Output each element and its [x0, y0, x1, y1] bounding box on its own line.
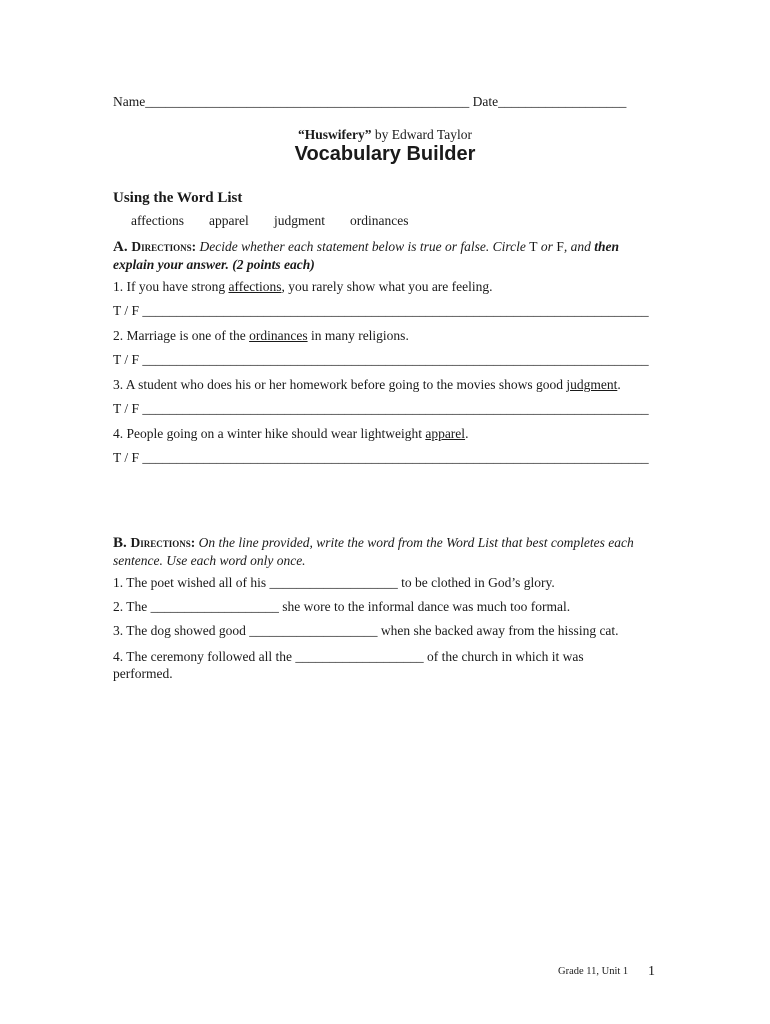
word-list-item: judgment [274, 213, 325, 228]
true-false-choice[interactable]: T / F [113, 352, 143, 367]
page-title: Vocabulary Builder [294, 143, 476, 165]
vocab-word: judgment [566, 377, 618, 392]
section-a-item: 4. People going on a winter hike should wear lightweight apparel. [113, 426, 469, 441]
name-date-line [113, 94, 626, 110]
instruction-or: or [537, 239, 557, 254]
word-list-item: apparel [209, 213, 249, 228]
answer-field[interactable]: ___________________________________________________________________________ [142, 352, 649, 367]
section-a-instruction: Decide whether each statement below is true or false. Circle [196, 239, 530, 254]
instruction-explain: explain your answer. (2 points each) [113, 257, 315, 272]
footer-grade-unit: Grade 11, Unit 1 [558, 966, 629, 977]
section-a-directions [113, 238, 658, 273]
answer-line[interactable] [113, 450, 649, 466]
fill-in-blank[interactable]: ___________________ [249, 623, 378, 638]
section-b-directions [113, 534, 653, 569]
section-a-item: 1. If you have strong affections, you rarely show what you are feeling. [113, 279, 493, 294]
vocab-word: apparel [425, 426, 466, 441]
section-b-item: 1. The poet wished all of his ___________________ to be clothed in God’s glory. [113, 575, 555, 590]
fill-in-blank[interactable]: ___________________ [150, 599, 279, 614]
word-list-item: affections [131, 213, 184, 228]
vocab-word: affections [228, 279, 282, 294]
section-b-item: 2. The ___________________ she wore to the informal dance was much too formal. [113, 599, 571, 614]
answer-field[interactable]: ___________________________________________________________________________ [142, 401, 649, 416]
fill-in-blank[interactable]: ___________________ [295, 649, 424, 664]
work-title: “Huswifery” [298, 127, 372, 142]
answer-field[interactable]: ___________________________________________________________________________ [142, 450, 649, 465]
instruction-then: then [594, 239, 619, 254]
section-a-letter: A. [113, 239, 132, 255]
section-a-item: 3. A student who does his or her homework before going to the movies shows good judgment. [113, 377, 621, 392]
page-number: 1 [648, 964, 655, 979]
true-false-choice[interactable]: T / F [113, 401, 143, 416]
word-list-item: ordinances [350, 213, 409, 228]
date-label: Date [472, 94, 499, 109]
section-a-directions-label: Directions: [131, 239, 197, 254]
true-false-choice[interactable]: T / F [113, 303, 143, 318]
date-field[interactable]: ___________________ [498, 94, 627, 109]
vocab-word: ordinances [249, 328, 308, 343]
answer-field[interactable]: ___________________________________________________________________________ [142, 303, 649, 318]
word-list-heading: Using the Word List [113, 190, 243, 206]
answer-line[interactable] [113, 303, 649, 319]
section-b-item: 4. The ceremony followed all the ___________________ of the church in which it was performed. [113, 649, 584, 681]
section-b-instruction: On the line provided, write the word from the Word List that best completes each sentence. Use each word only once. [113, 535, 634, 568]
false-letter: F [556, 239, 564, 254]
instruction-and: , and [563, 239, 595, 254]
work-subtitle [0, 127, 770, 143]
section-a-item: 2. Marriage is one of the ordinances in many religions. [113, 328, 409, 343]
name-field[interactable]: ________________________________________________ [145, 94, 470, 109]
section-b-letter: B. [113, 535, 131, 551]
answer-line[interactable] [113, 352, 649, 368]
fill-in-blank[interactable]: ___________________ [269, 575, 398, 590]
true-letter: T [529, 239, 538, 254]
author-name: by Edward Taylor [371, 127, 472, 142]
name-label: Name [113, 94, 146, 109]
answer-line[interactable] [113, 401, 649, 417]
section-b-directions-label: Directions: [130, 535, 196, 550]
true-false-choice[interactable]: T / F [113, 450, 143, 465]
section-b-item: 3. The dog showed good ___________________ when she backed away from the hissing cat. [113, 623, 619, 638]
